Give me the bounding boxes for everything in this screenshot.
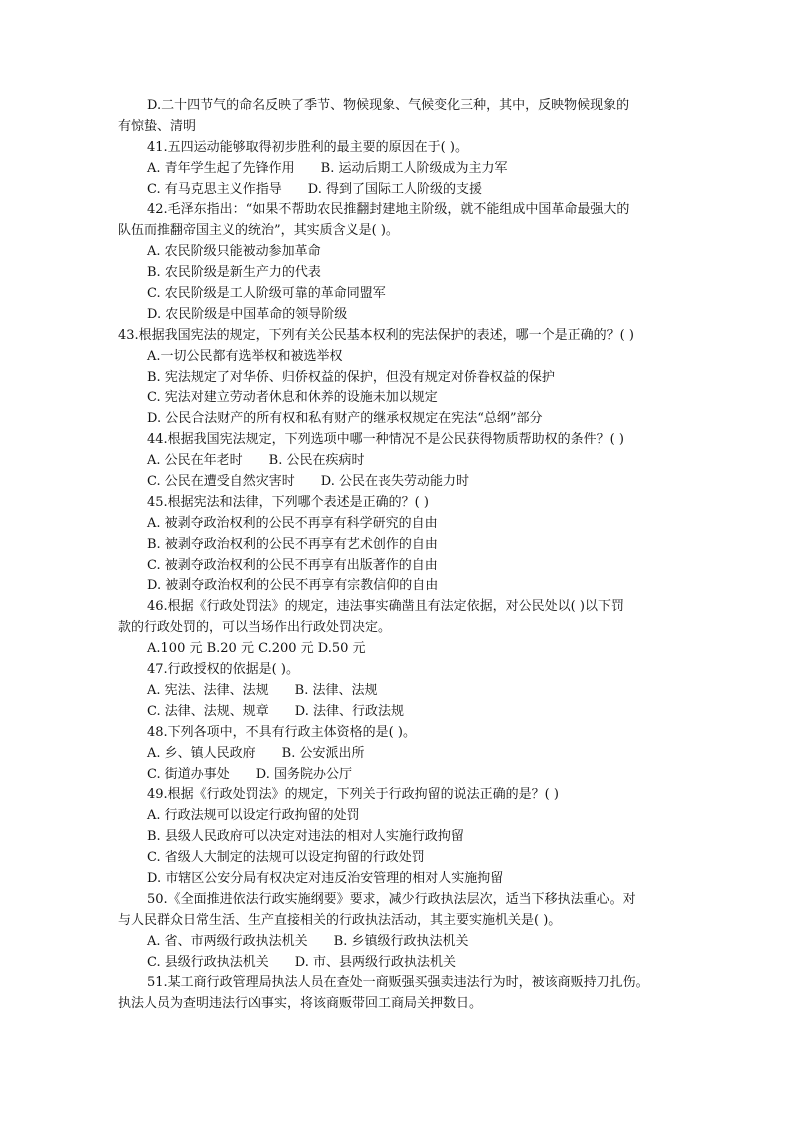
text-line: A. 被剥夺政治权利的公民不再享有科学研究的自由 [147, 515, 438, 531]
text-line: A. 省、市两级行政执法机关 B. 乡镇级行政执法机关 [147, 933, 469, 949]
text-line: B. 县级人民政府可以决定对违法的相对人实施行政拘留 [147, 829, 464, 845]
text-line: A. 乡、镇人民政府 B. 公安派出所 [147, 745, 365, 761]
text-line: D. 市辖区公安分局有权决定对违反治安管理的相对人实施拘留 [147, 870, 504, 886]
text-line: C. 法律、法规、规章 D. 法律、行政法规 [147, 703, 404, 719]
text-line: C. 省级人大制定的法规可以设定拘留的行政处罚 [147, 850, 425, 866]
text-line: 48.下列各项中，不具有行政主体资格的是( )。 [147, 724, 416, 740]
text-line: C. 公民在遭受自然灾害时 D. 公民在丧失劳动能力时 [147, 474, 469, 490]
text-line: A.100 元 B.20 元 C.200 元 D.50 元 [147, 641, 366, 657]
text-line: 43.根据我国宪法的规定，下列有关公民基本权利的宪法保护的表述，哪一个是正确的？( ) [118, 327, 634, 343]
text-line: 45.根据宪法和法律，下列哪个表述是正确的？( ) [147, 494, 429, 510]
text-line: A. 农民阶级只能被动参加革命 [147, 244, 321, 260]
text-line: C. 街道办事处 D. 国务院办公厅 [147, 766, 352, 782]
text-line: D. 被剥夺政治权利的公民不再享有宗教信仰的自由 [147, 578, 439, 594]
text-line: 46.根据《行政处罚法》的规定，违法事实确凿且有法定依据，对公民处以( )以下罚 [147, 599, 624, 615]
text-line: 与人民群众日常生活、生产直接相关的行政执法活动，其主要实施机关是( )。 [118, 912, 562, 928]
text-line: 49.根据《行政处罚法》的规定，下列关于行政拘留的说法正确的是？( ) [147, 787, 559, 803]
text-line: A.一切公民都有选举权和被选举权 [147, 348, 343, 364]
text-line: 42.毛泽东指出：“如果不帮助农民推翻封建地主阶级，就不能组成中国革命最强大的 [147, 202, 630, 218]
text-line: A. 公民在年老时 B. 公民在疾病时 [147, 453, 365, 469]
text-line: C. 有马克思主义作指导 D. 得到了国际工人阶级的支援 [147, 181, 482, 197]
text-line: A. 青年学生起了先锋作用 B. 运动后期工人阶级成为主力军 [147, 160, 508, 176]
text-line: B. 农民阶级是新生产力的代表 [147, 265, 321, 281]
text-line: B. 被剥夺政治权利的公民不再享有艺术创作的自由 [147, 536, 438, 552]
document-page [0, 96, 794, 1015]
text-line: C. 县级行政执法机关 D. 市、县两级行政执法机关 [147, 954, 456, 970]
text-line: C. 农民阶级是工人阶级可靠的革命同盟军 [147, 286, 386, 302]
text-line: 50.《全面推进依法行政实施纲要》要求，减少行政执法层次，适当下移执法重心。对 [147, 891, 636, 907]
text-line: 款的行政处罚的，可以当场作出行政处罚决定。 [118, 620, 392, 636]
text-line: 51.某工商行政管理局执法人员在查处一商贩强买强卖违法行为时，被该商贩持刀扎伤。 [147, 975, 649, 991]
text-line: D.二十四节气的命名反映了季节、物候现象、气候变化三种，其中，反映物候现象的 [147, 98, 630, 113]
text-line: C. 宪法对建立劳动者休息和休养的设施未加以规定 [147, 390, 438, 406]
text-line: 执法人员为查明违法行凶事实，将该商贩带回工商局关押数日。 [118, 996, 483, 1012]
text-line: 47.行政授权的依据是( )。 [147, 662, 299, 678]
text-line: D. 公民合法财产的所有权和私有财产的继承权规定在宪法“总纲”部分 [147, 411, 543, 427]
text-line: 队伍而推翻帝国主义的统治”，其实质含义是( )。 [118, 223, 399, 239]
text-line: B. 宪法规定了对华侨、归侨权益的保护，但没有规定对侨眷权益的保护 [147, 369, 555, 385]
text-line: D. 农民阶级是中国革命的领导阶级 [147, 306, 348, 322]
text-line: 44.根据我国宪法规定，下列选项中哪一种情况不是公民获得物质帮助权的条件？( ) [147, 432, 624, 448]
text-line: A. 行政法规可以设定行政拘留的处罚 [147, 808, 360, 824]
text-line: A. 宪法、法律、法规 B. 法律、法规 [147, 682, 378, 698]
text-line: 41.五四运动能够取得初步胜利的最主要的原因在于( )。 [147, 139, 468, 155]
text-line: C. 被剥夺政治权利的公民不再享有出版著作的自由 [147, 557, 438, 573]
text-line: 有惊蛰、清明 [118, 118, 197, 134]
